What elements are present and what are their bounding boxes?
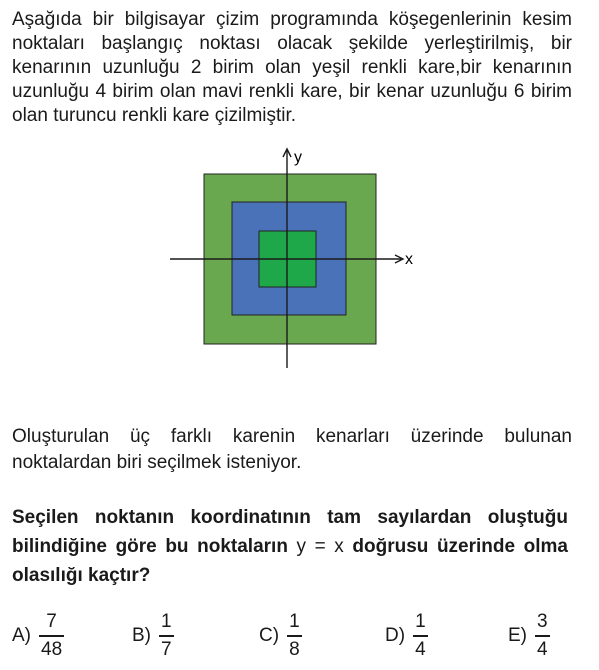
option-e-numerator: 3 xyxy=(537,611,548,633)
option-e-letter: E) xyxy=(508,625,527,646)
x-axis-label: x xyxy=(405,251,413,268)
question-prompt-part1: Seçilen noktanın koordinatının tam sayılardan oluştuğu bilindiğine göre bu noktaların xyxy=(12,507,568,557)
option-d-letter: D) xyxy=(385,625,406,646)
question-text-points: Oluşturulan üç farklı karenin kenarları üzerinde bulunan noktalardan biri seçilmek isteniyor. xyxy=(12,426,572,473)
option-c-denominator: 8 xyxy=(289,638,300,660)
fraction-bar xyxy=(413,635,428,637)
option-e-fraction xyxy=(535,611,550,661)
fraction-bar xyxy=(39,635,64,637)
question-intro: Aşağıda bir bilgisayar çizim programında köşegenlerinin kesim noktaları başlangıç noktası olacak şekilde yerleştirilmiş, bir kenarının uzunluğu 2 birim olan yeşil renkli kare,bir kenarının uzunluğu 4 birim olan mavi renkli kare, bir kenar uzunluğu 6 birim olan turuncu renkli kare çizilmiştir. xyxy=(12,9,572,126)
coordinate-figure xyxy=(166,144,426,374)
y-axis-label: y xyxy=(294,149,302,166)
option-a-numerator: 7 xyxy=(46,611,57,633)
option-b-letter: B) xyxy=(132,625,151,646)
option-d-fraction xyxy=(413,611,428,661)
question-prompt xyxy=(12,503,568,590)
option-a-fraction xyxy=(39,611,64,661)
fraction-bar xyxy=(535,635,550,637)
question-prompt-part2: doğrusu üzerinde olma olasılığı kaçtır? xyxy=(12,536,569,586)
option-e[interactable] xyxy=(508,608,550,664)
option-c[interactable] xyxy=(259,608,302,664)
fraction-bar xyxy=(287,635,302,637)
option-d-denominator: 4 xyxy=(415,638,426,660)
option-a-letter: A) xyxy=(12,625,31,646)
option-b-numerator: 1 xyxy=(161,611,172,633)
line-equation: y = x xyxy=(296,536,344,557)
option-c-letter: C) xyxy=(259,625,280,646)
option-a[interactable] xyxy=(12,608,64,664)
option-e-denominator: 4 xyxy=(537,638,548,660)
option-b[interactable] xyxy=(132,608,174,664)
answer-options xyxy=(0,608,599,668)
option-d[interactable] xyxy=(385,608,428,664)
option-c-fraction xyxy=(287,611,302,661)
option-b-denominator: 7 xyxy=(161,638,172,660)
option-a-denominator: 48 xyxy=(41,638,63,660)
option-c-numerator: 1 xyxy=(289,611,300,633)
fraction-bar xyxy=(159,635,174,637)
option-d-numerator: 1 xyxy=(415,611,426,633)
option-b-fraction xyxy=(159,611,174,661)
